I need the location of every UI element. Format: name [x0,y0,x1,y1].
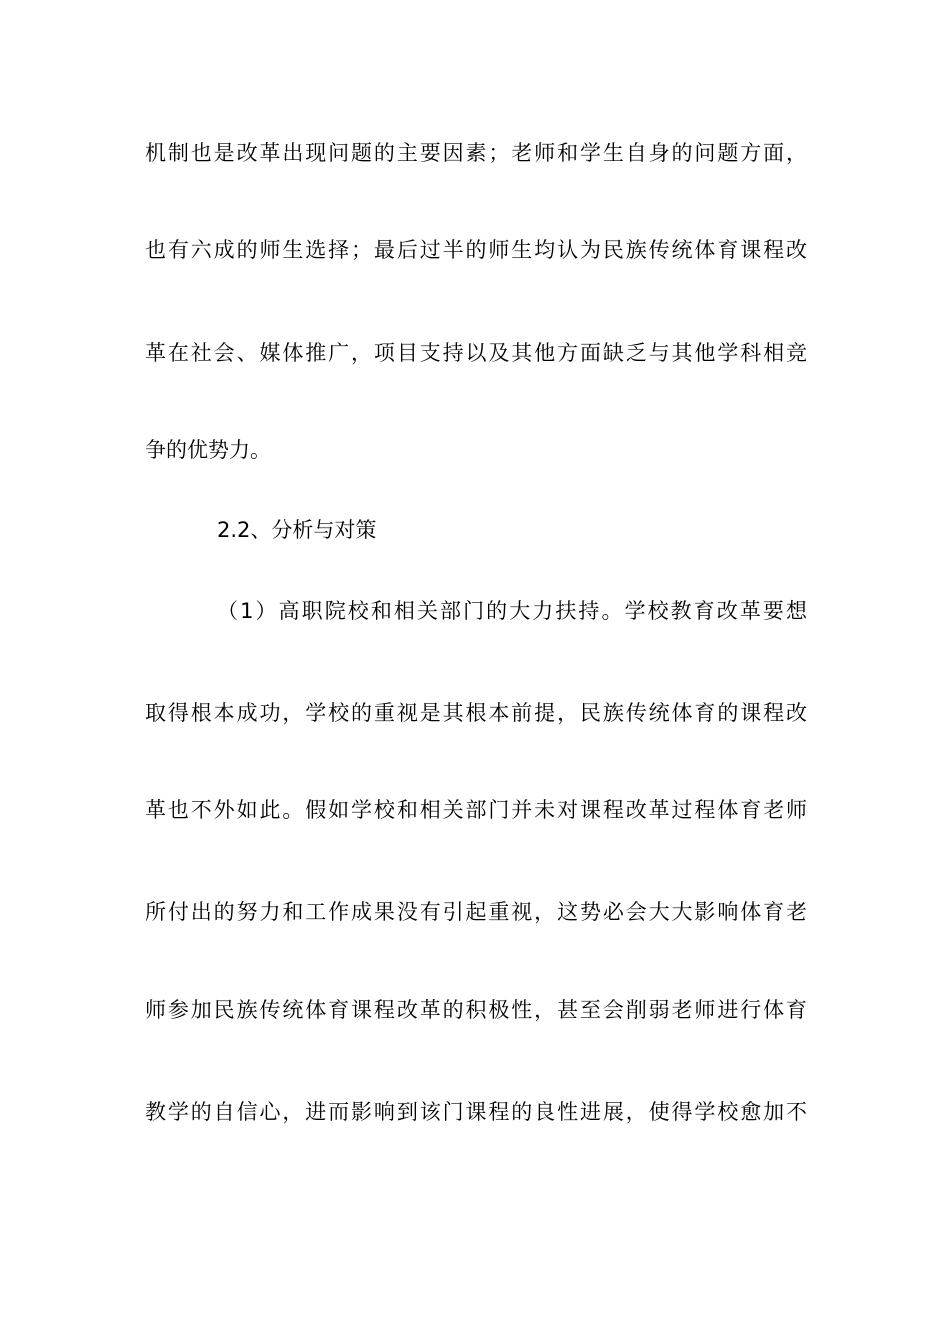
body-text-line: 取得根本成功，学校的重视是其根本前提，民族传统体育的课程改 [145,701,807,725]
body-text-line: 也有六成的师生选择；最后过半的师生均认为民族传统体育课程改 [145,238,807,262]
body-text-line: 革在社会、媒体推广，项目支持以及其他方面缺乏与其他学科相竞 [145,341,807,365]
body-text-line: 革也不外如此。假如学校和相关部门并未对课程改革过程体育老师 [145,798,807,822]
body-text-line: 所付出的努力和工作成果没有引起重视，这势必会大大影响体育老 [145,900,807,924]
body-text-line: 师参加民族传统体育课程改革的积极性，甚至会削弱老师进行体育 [145,998,807,1022]
body-text-line: （1）高职院校和相关部门的大力扶持。学校教育改革要想 [217,599,807,623]
body-text-line: 机制也是改革出现问题的主要因素；老师和学生自身的问题方面， [145,141,807,165]
section-heading: 2.2、分析与对策 [217,518,377,542]
body-text-line: 教学的自信心，进而影响到该门课程的良性进展，使得学校愈加不 [145,1100,807,1124]
body-text-line: 争的优势力。 [145,438,271,462]
